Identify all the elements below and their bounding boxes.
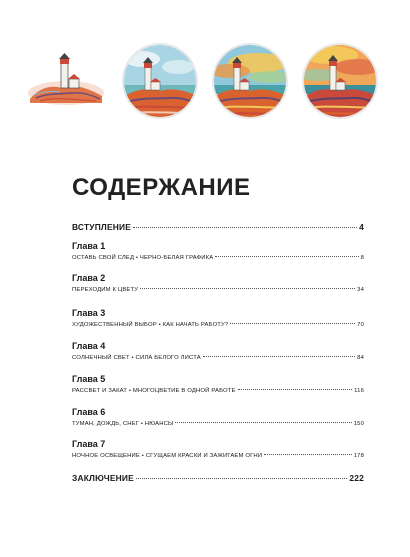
leader-dots [175,422,351,423]
toc-entry-label: ЗАКЛЮЧЕНИЕ [72,473,134,483]
chapter-label: Глава 4 [72,341,106,351]
toc-chapter-6 [72,406,364,429]
page-number: 4 [359,222,364,232]
toc-entry-outro[interactable] [72,473,364,487]
lighthouse-illustrations [0,41,410,119]
toc-chapter-2 [72,272,364,295]
page-number: 116 [354,388,364,394]
page-number: 150 [353,421,364,427]
toc-entry[interactable] [72,353,364,363]
toc-chapter-7 [72,438,364,461]
chapter-label: Глава 7 [72,439,106,449]
toc-entry-label: ОСТАВЬ СВОЙ СЛЕД • ЧЕРНО-БЕЛАЯ ГРАФИКА [72,255,214,261]
toc-entry[interactable] [72,285,364,295]
toc-entry-label: СОЛНЕЧНЫЙ СВЕТ • СИЛА БЕЛОГО ЛИСТА [72,355,201,361]
toc-entry-label: ТУМАН, ДОЖДЬ, СНЕГ • НЮАНСЫ [72,421,174,427]
toc-entry[interactable] [72,386,364,396]
toc-entry[interactable] [72,451,364,461]
chapter-label: Глава 3 [72,308,106,318]
toc-chapter-5 [72,373,364,396]
page-title: СОДЕРЖАНИЕ [72,174,251,201]
page-number: 178 [353,453,364,459]
toc-entry-label: НОЧНОЕ ОСВЕЩЕНИЕ • СГУЩАЕМ КРАСКИ И ЗАЖИГАЕМ ОГНИ [72,453,263,459]
toc-chapter-3 [72,307,364,330]
chapter-label: Глава 2 [72,273,106,283]
leader-dots [203,356,355,357]
toc-chapter-1 [72,240,364,263]
leader-dots [238,389,353,390]
toc-entry-label: ХУДОЖЕСТВЕННЫЙ ВЫБОР • КАК НАЧАТЬ РАБОТУ? [72,322,229,328]
toc-entry-label: ВСТУПЛЕНИЕ [72,222,132,232]
chapter-label: Глава 5 [72,374,106,384]
leader-dots [136,478,347,479]
toc-entry-intro[interactable] [72,222,364,236]
lighthouse-sketch-icon [26,41,104,121]
chapter-label: Глава 1 [72,241,106,251]
leader-dots [133,227,357,228]
page-number: 70 [357,322,364,328]
leader-dots [215,256,358,257]
toc-chapter-4 [72,340,364,363]
page-number: 222 [349,473,364,483]
leader-dots [264,454,352,455]
toc-entry-label: РАССВЕТ И ЗАКАТ • МНОГОЦВЕТИЕ В ОДНОЙ РАБОТЕ [72,388,236,394]
toc-entry-label: ПЕРЕХОДИМ К ЦВЕТУ [72,287,139,293]
leader-dots [140,288,355,289]
toc-entry[interactable] [72,419,364,429]
page-number: 8 [360,255,364,261]
toc-entry[interactable] [72,320,364,330]
lighthouse-sky-icon [120,41,200,121]
page-number: 84 [357,355,364,361]
toc-entry[interactable] [72,253,364,263]
lighthouse-full-color-icon [300,41,380,121]
leader-dots [230,323,355,324]
page-number: 34 [357,287,364,293]
chapter-label: Глава 6 [72,407,106,417]
lighthouse-sunset-icon [210,41,290,121]
